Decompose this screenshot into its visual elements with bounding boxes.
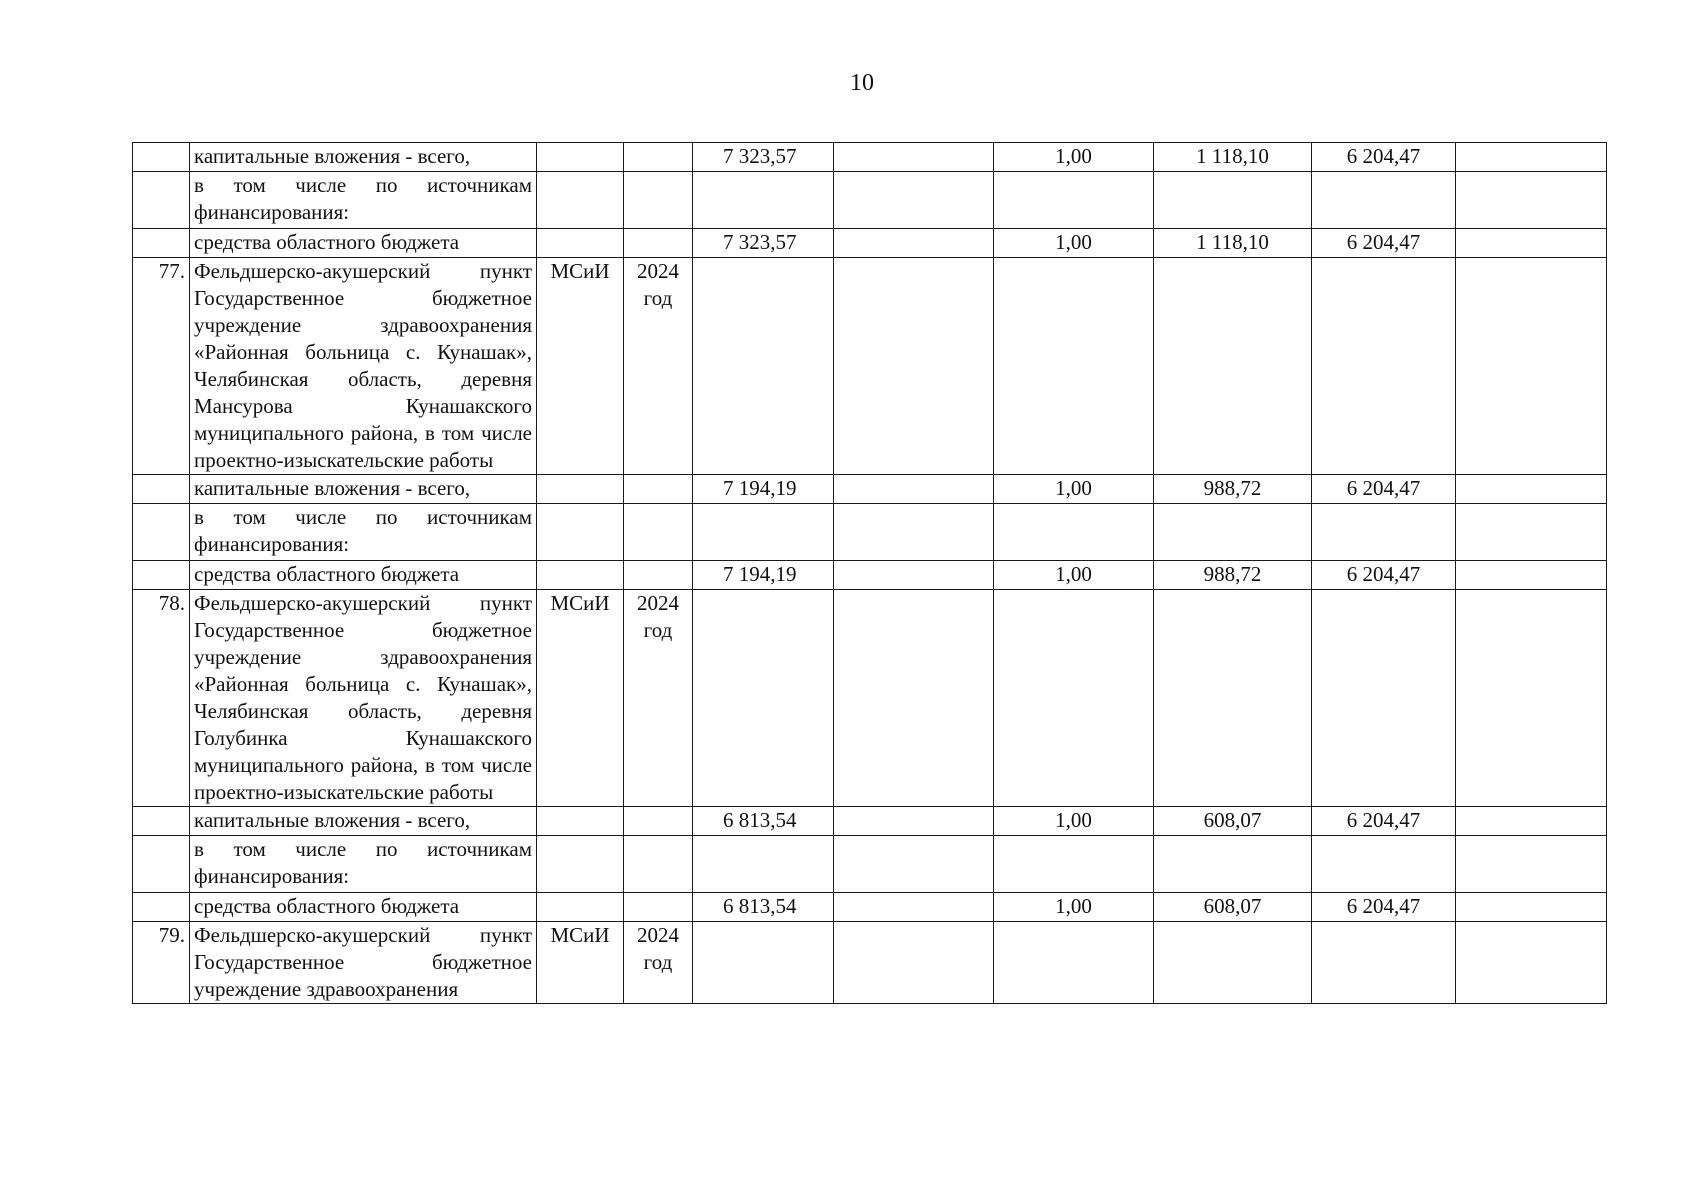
- table-row: [133, 836, 1607, 893]
- value-cell: [1456, 229, 1607, 258]
- item-year: 2024 год: [624, 258, 693, 475]
- budget-table: [132, 142, 1607, 1004]
- table-row: [133, 590, 1607, 807]
- item-number: 77.: [133, 258, 190, 475]
- value-cell: [834, 143, 994, 172]
- value-cell: 608,07: [1154, 893, 1312, 922]
- value-cell: 1,00: [994, 561, 1154, 590]
- value-cell: 988,72: [1154, 475, 1312, 504]
- table-row: [133, 475, 1607, 504]
- value-cell: 988,72: [1154, 561, 1312, 590]
- row-label-by-sources: в том числе по источникам финансирования:: [190, 504, 537, 561]
- row-label-by-sources: в том числе по источникам финансирования:: [190, 172, 537, 229]
- item-executor: МСиИ: [537, 922, 624, 1004]
- row-label-capital-total: капитальные вложения - всего,: [190, 475, 537, 504]
- total-cell: 7 194,19: [693, 561, 834, 590]
- table-row: [133, 561, 1607, 590]
- value-cell: [1456, 143, 1607, 172]
- total-cell: 7 194,19: [693, 475, 834, 504]
- table-row: [133, 807, 1607, 836]
- row-label-by-sources: в том числе по источникам финансирования:: [190, 836, 537, 893]
- total-cell: 6 813,54: [693, 893, 834, 922]
- value-cell: 6 204,47: [1312, 475, 1456, 504]
- total-cell: 7 323,57: [693, 229, 834, 258]
- row-label-capital-total: капитальные вложения - всего,: [190, 143, 537, 172]
- value-cell: 1,00: [994, 229, 1154, 258]
- row-label-regional-budget: средства областного бюджета: [190, 893, 537, 922]
- total-cell: 6 813,54: [693, 807, 834, 836]
- table-row: [133, 893, 1607, 922]
- value-cell: 6 204,47: [1312, 561, 1456, 590]
- item-year: 2024 год: [624, 590, 693, 807]
- table-row: [133, 172, 1607, 229]
- total-cell: 7 323,57: [693, 143, 834, 172]
- row-label-regional-budget: средства областного бюджета: [190, 229, 537, 258]
- item-name: Фельдшерско-акушерский пункт Государственное бюджетное учреждение здравоохранения: [190, 922, 537, 1004]
- item-name: Фельдшерско-акушерский пункт Государственное бюджетное учреждение здравоохранения «Районная больница с. Кунашак», Челябинская область, деревня Голубинка Кунашакского муниципального района, в том числе проектно-изыскательские работы: [190, 590, 537, 807]
- table-row: [133, 229, 1607, 258]
- value-cell: 608,07: [1154, 807, 1312, 836]
- table-row: [133, 504, 1607, 561]
- value-cell: 6 204,47: [1312, 143, 1456, 172]
- table-row: [133, 258, 1607, 475]
- value-cell: 1,00: [994, 143, 1154, 172]
- table-row: [133, 143, 1607, 172]
- row-label-capital-total: капитальные вложения - всего,: [190, 807, 537, 836]
- value-cell: 6 204,47: [1312, 893, 1456, 922]
- page-number: 10: [850, 70, 874, 96]
- row-number-cell: [133, 143, 190, 172]
- value-cell: 6 204,47: [1312, 229, 1456, 258]
- row-label-regional-budget: средства областного бюджета: [190, 561, 537, 590]
- value-cell: 1,00: [994, 893, 1154, 922]
- value-cell: 1,00: [994, 807, 1154, 836]
- table-row: [133, 922, 1607, 1004]
- value-cell: [834, 229, 994, 258]
- item-executor: МСиИ: [537, 590, 624, 807]
- item-executor: МСиИ: [537, 258, 624, 475]
- item-name: Фельдшерско-акушерский пункт Государственное бюджетное учреждение здравоохранения «Районная больница с. Кунашак», Челябинская область, деревня Мансурова Кунашакского муниципального района, в том числе проектно-изыскательские работы: [190, 258, 537, 475]
- value-cell: 1 118,10: [1154, 143, 1312, 172]
- value-cell: 6 204,47: [1312, 807, 1456, 836]
- item-year: 2024 год: [624, 922, 693, 1004]
- item-number: 79.: [133, 922, 190, 1004]
- item-number: 78.: [133, 590, 190, 807]
- value-cell: 1 118,10: [1154, 229, 1312, 258]
- value-cell: 1,00: [994, 475, 1154, 504]
